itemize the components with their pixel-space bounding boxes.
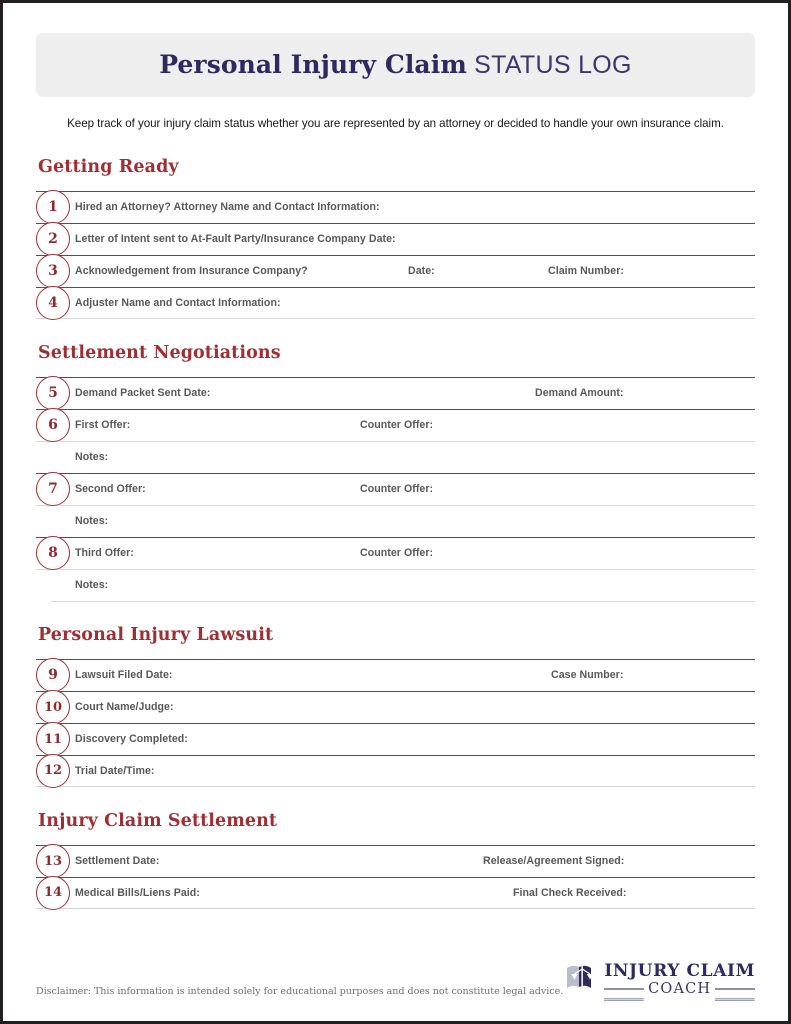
row-number-badge: 5 bbox=[36, 376, 70, 410]
row-secondary-label: Final Check Received: bbox=[513, 886, 627, 899]
row-secondary-label: Demand Amount: bbox=[535, 387, 624, 400]
section-heading: Getting Ready bbox=[38, 156, 179, 177]
row-number-badge: 11 bbox=[36, 722, 70, 756]
row-number-badge: 9 bbox=[36, 658, 70, 692]
row-label: First Offer: bbox=[75, 419, 131, 432]
document-footer bbox=[36, 960, 755, 999]
form-row[interactable] bbox=[36, 255, 755, 287]
section-heading: Settlement Negotiations bbox=[38, 342, 281, 363]
logo-rule-left bbox=[604, 988, 644, 990]
row-label: Settlement Date: bbox=[75, 855, 160, 868]
form-row[interactable] bbox=[36, 723, 755, 755]
row-secondary-label: Case Number: bbox=[551, 669, 624, 682]
row-label: Lawsuit Filed Date: bbox=[75, 669, 173, 682]
form-row[interactable] bbox=[36, 191, 755, 223]
row-secondary-label: Release/Agreement Signed: bbox=[483, 855, 625, 868]
row-number-badge: 7 bbox=[36, 472, 70, 506]
row-number-badge: 6 bbox=[36, 408, 70, 442]
row-secondary-label: Counter Offer: bbox=[360, 419, 434, 432]
row-label: Third Offer: bbox=[75, 547, 134, 560]
row-label: Notes: bbox=[75, 451, 109, 464]
row-label: Letter of Intent sent to At-Fault Party/Insurance Company Date: bbox=[75, 233, 396, 246]
section-rows bbox=[36, 845, 755, 909]
row-number-badge: 4 bbox=[36, 286, 70, 320]
disclaimer-text: Disclaimer: This information is intended solely for educational purposes and does not constitute legal advice. bbox=[36, 986, 564, 997]
form-row[interactable] bbox=[36, 691, 755, 723]
logo-wordmark bbox=[604, 960, 755, 997]
row-label: Trial Date/Time: bbox=[75, 764, 155, 777]
row-label: Demand Packet Sent Date: bbox=[75, 387, 211, 400]
form-row[interactable] bbox=[36, 377, 755, 409]
form-row[interactable] bbox=[36, 659, 755, 691]
form-row[interactable] bbox=[36, 877, 755, 909]
row-number-badge: 1 bbox=[36, 190, 70, 224]
injury-claim-coach-logo bbox=[565, 960, 755, 999]
row-secondary-label: Counter Offer: bbox=[360, 547, 434, 560]
form-row[interactable] bbox=[36, 755, 755, 787]
section-heading: Injury Claim Settlement bbox=[38, 810, 278, 831]
row-number-badge: 12 bbox=[36, 754, 70, 788]
row-label: Second Offer: bbox=[75, 483, 146, 496]
row-number-badge: 13 bbox=[36, 844, 70, 878]
section-rows bbox=[36, 659, 755, 787]
form-row[interactable] bbox=[36, 409, 755, 441]
row-number-badge: 3 bbox=[36, 254, 70, 288]
section-rows bbox=[36, 377, 755, 601]
page-title-primary: Personal Injury Claim bbox=[159, 50, 467, 79]
section bbox=[36, 343, 755, 601]
form-row[interactable] bbox=[36, 287, 755, 319]
logo-line-1: INJURY CLAIM bbox=[604, 960, 755, 981]
row-label: Hired an Attorney? Attorney Name and Contact Information: bbox=[75, 201, 380, 214]
section bbox=[36, 811, 755, 909]
intro-text: Keep track of your injury claim status whether you are represented by an attorney or decided to handle your own insurance claim. bbox=[67, 117, 724, 130]
row-secondary-label: Claim Number: bbox=[548, 265, 624, 278]
form-row[interactable] bbox=[36, 473, 755, 505]
row-secondary-label: Date: bbox=[408, 265, 435, 278]
section-heading: Personal Injury Lawsuit bbox=[38, 624, 274, 645]
scales-of-justice-book-icon bbox=[565, 960, 599, 999]
row-label: Notes: bbox=[75, 515, 109, 528]
form-row[interactable] bbox=[36, 505, 755, 537]
sections-container bbox=[36, 157, 755, 909]
page-title bbox=[159, 52, 632, 78]
document-sheet bbox=[3, 3, 788, 1021]
row-number-badge: 8 bbox=[36, 536, 70, 570]
form-row[interactable] bbox=[36, 569, 755, 601]
row-number-badge: 2 bbox=[36, 222, 70, 256]
row-label: Notes: bbox=[75, 579, 109, 592]
form-row[interactable] bbox=[36, 845, 755, 877]
row-label: Acknowledgement from Insurance Company? bbox=[75, 265, 308, 278]
logo-line-2: COACH bbox=[648, 980, 712, 997]
form-row[interactable] bbox=[36, 223, 755, 255]
section bbox=[36, 625, 755, 787]
row-label: Medical Bills/Liens Paid: bbox=[75, 886, 200, 899]
section-rows bbox=[36, 191, 755, 319]
row-secondary-label: Counter Offer: bbox=[360, 483, 434, 496]
row-label: Discovery Completed: bbox=[75, 733, 188, 746]
form-row[interactable] bbox=[36, 441, 755, 473]
document-header-band bbox=[36, 33, 755, 97]
logo-rule-right bbox=[715, 988, 755, 990]
form-row[interactable] bbox=[36, 537, 755, 569]
page-title-secondary: STATUS LOG bbox=[474, 51, 632, 79]
row-number-badge: 10 bbox=[36, 690, 70, 724]
section bbox=[36, 157, 755, 319]
row-label: Court Name/Judge: bbox=[75, 701, 174, 714]
row-number-badge: 14 bbox=[36, 876, 70, 910]
row-label: Adjuster Name and Contact Information: bbox=[75, 296, 281, 309]
logo-line-2-row bbox=[604, 982, 755, 997]
